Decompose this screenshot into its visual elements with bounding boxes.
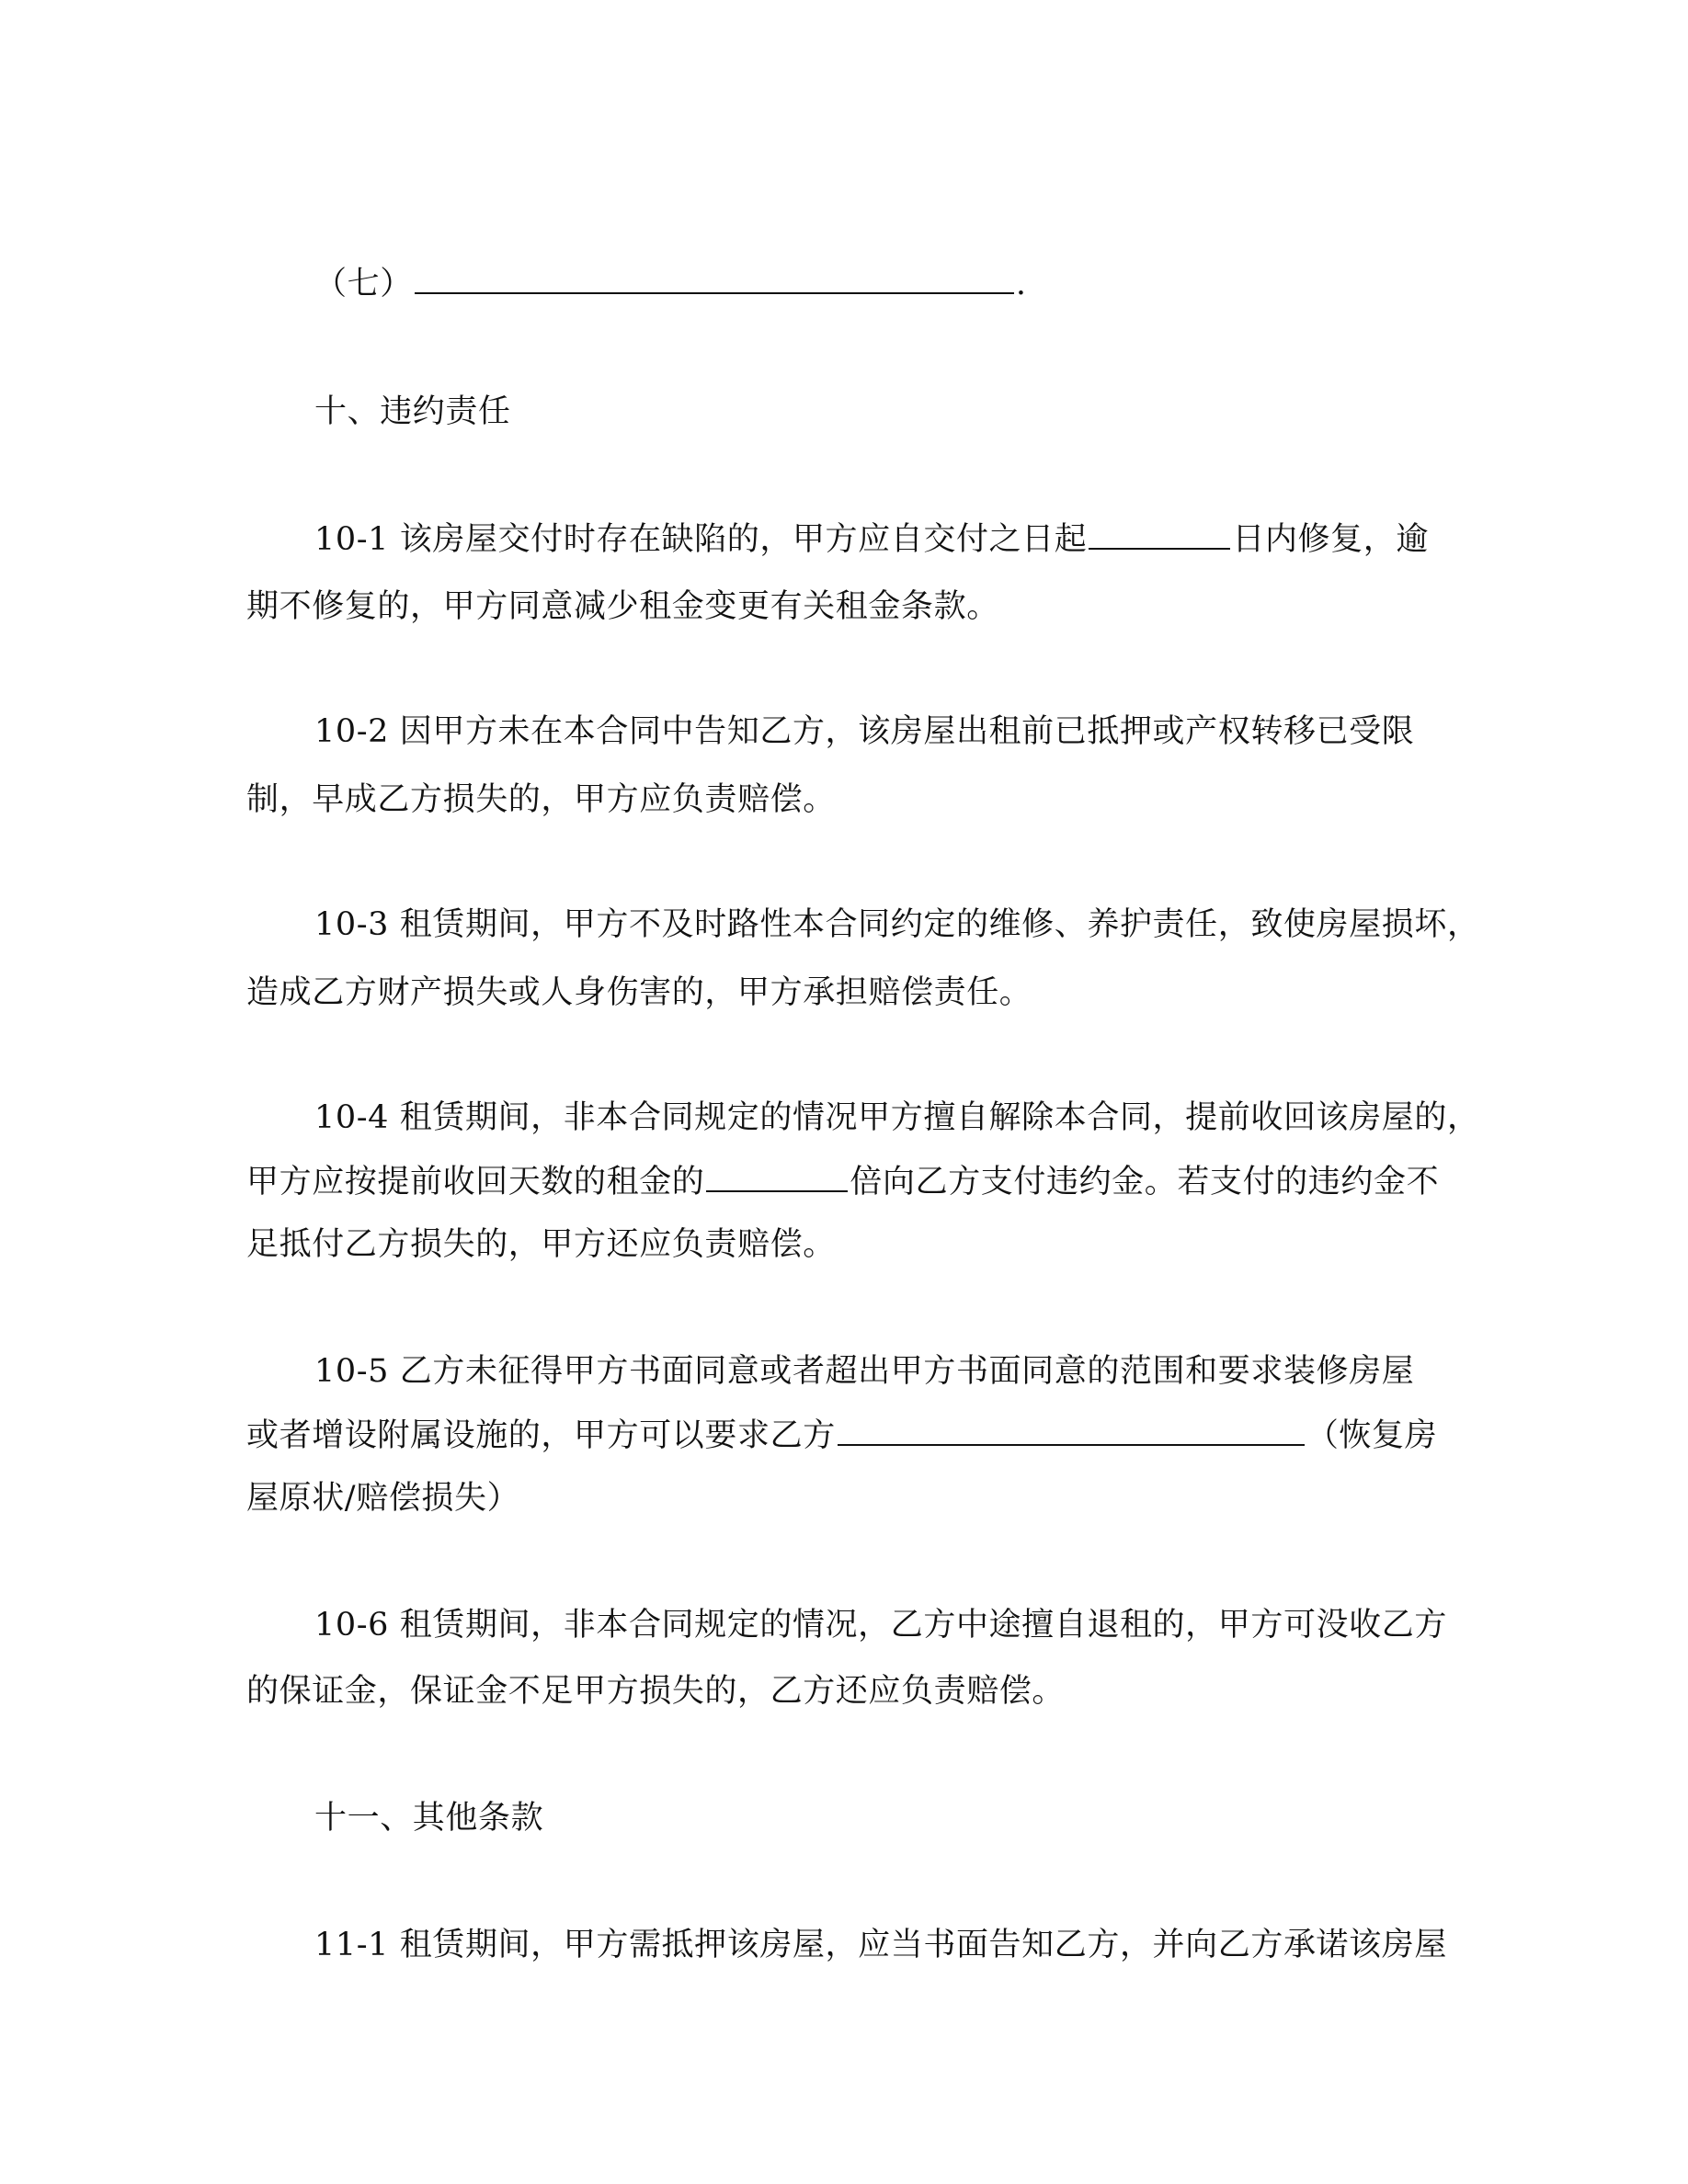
item-seven-line xyxy=(314,265,1027,302)
clause-10-6-line-2: 的保证金，保证金不足甲方损失的，乙方还应负责赔偿。 xyxy=(246,1673,1066,1710)
section-ten-heading: 十、违约责任 xyxy=(314,393,511,430)
clause-10-4-text-start: 甲方应按提前收回天数的租金的 xyxy=(246,1164,705,1200)
clause-10-4-line-2 xyxy=(246,1163,1439,1200)
clause-10-3-line-1: 10-3 租赁期间，甲方不及时路性本合同约定的维修、养护责任，致使房屋损坏， xyxy=(314,906,1480,943)
clause-10-1-days-blank xyxy=(1089,520,1230,550)
clause-10-5-line-1: 10-5 乙方未征得甲方书面同意或者超出甲方书面同意的范围和要求装修房屋 xyxy=(314,1353,1415,1390)
clause-10-5-text-start: 或者增设附属设施的，甲方可以要求乙方 xyxy=(246,1417,836,1454)
item-seven-blank xyxy=(415,265,1014,294)
clause-10-2-line-2: 制，早成乙方损失的，甲方应负责赔偿。 xyxy=(246,781,836,818)
clause-10-5-line-3: 屋原状/赔偿损失） xyxy=(246,1480,520,1517)
item-seven-label: （七） xyxy=(314,266,413,302)
clause-10-1-line-1 xyxy=(314,520,1429,558)
clause-10-1-line-2: 期不修复的，甲方同意减少租金变更有关租金条款。 xyxy=(246,588,999,625)
clause-10-1-text-start: 10-1 该房屋交付时存在缺陷的，甲方应自交付之日起 xyxy=(314,521,1088,558)
section-eleven-heading: 十一、其他条款 xyxy=(314,1800,544,1837)
clause-10-2-line-1: 10-2 因甲方未在本合同中告知乙方，该房屋出租前已抵押或产权转移已受限 xyxy=(314,713,1415,750)
clause-10-4-text-end: 倍向乙方支付违约金。若支付的违约金不 xyxy=(850,1164,1440,1200)
clause-10-5-line-2 xyxy=(246,1416,1437,1454)
item-seven-end: . xyxy=(1015,266,1027,302)
clause-10-4-multiplier-blank xyxy=(706,1163,848,1192)
clause-10-1-text-end: 日内修复，逾 xyxy=(1232,521,1429,558)
clause-11-1-line-1: 11-1 租赁期间，甲方需抵押该房屋，应当书面告知乙方，并向乙方承诺该房屋 xyxy=(314,1927,1447,1963)
clause-10-4-line-3: 足抵付乙方损失的，甲方还应负责赔偿。 xyxy=(246,1226,836,1263)
clause-10-5-remedy-blank xyxy=(838,1416,1305,1446)
clause-10-4-line-1: 10-4 租赁期间，非本合同规定的情况甲方擅自解除本合同，提前收回该房屋的， xyxy=(314,1099,1480,1136)
clause-10-3-line-2: 造成乙方财产损失或人身伤害的，甲方承担赔偿责任。 xyxy=(246,974,1032,1011)
clause-10-6-line-1: 10-6 租赁期间，非本合同规定的情况，乙方中途擅自退租的，甲方可没收乙方 xyxy=(314,1607,1447,1644)
clause-10-5-text-end: （恢复房 xyxy=(1306,1417,1438,1454)
